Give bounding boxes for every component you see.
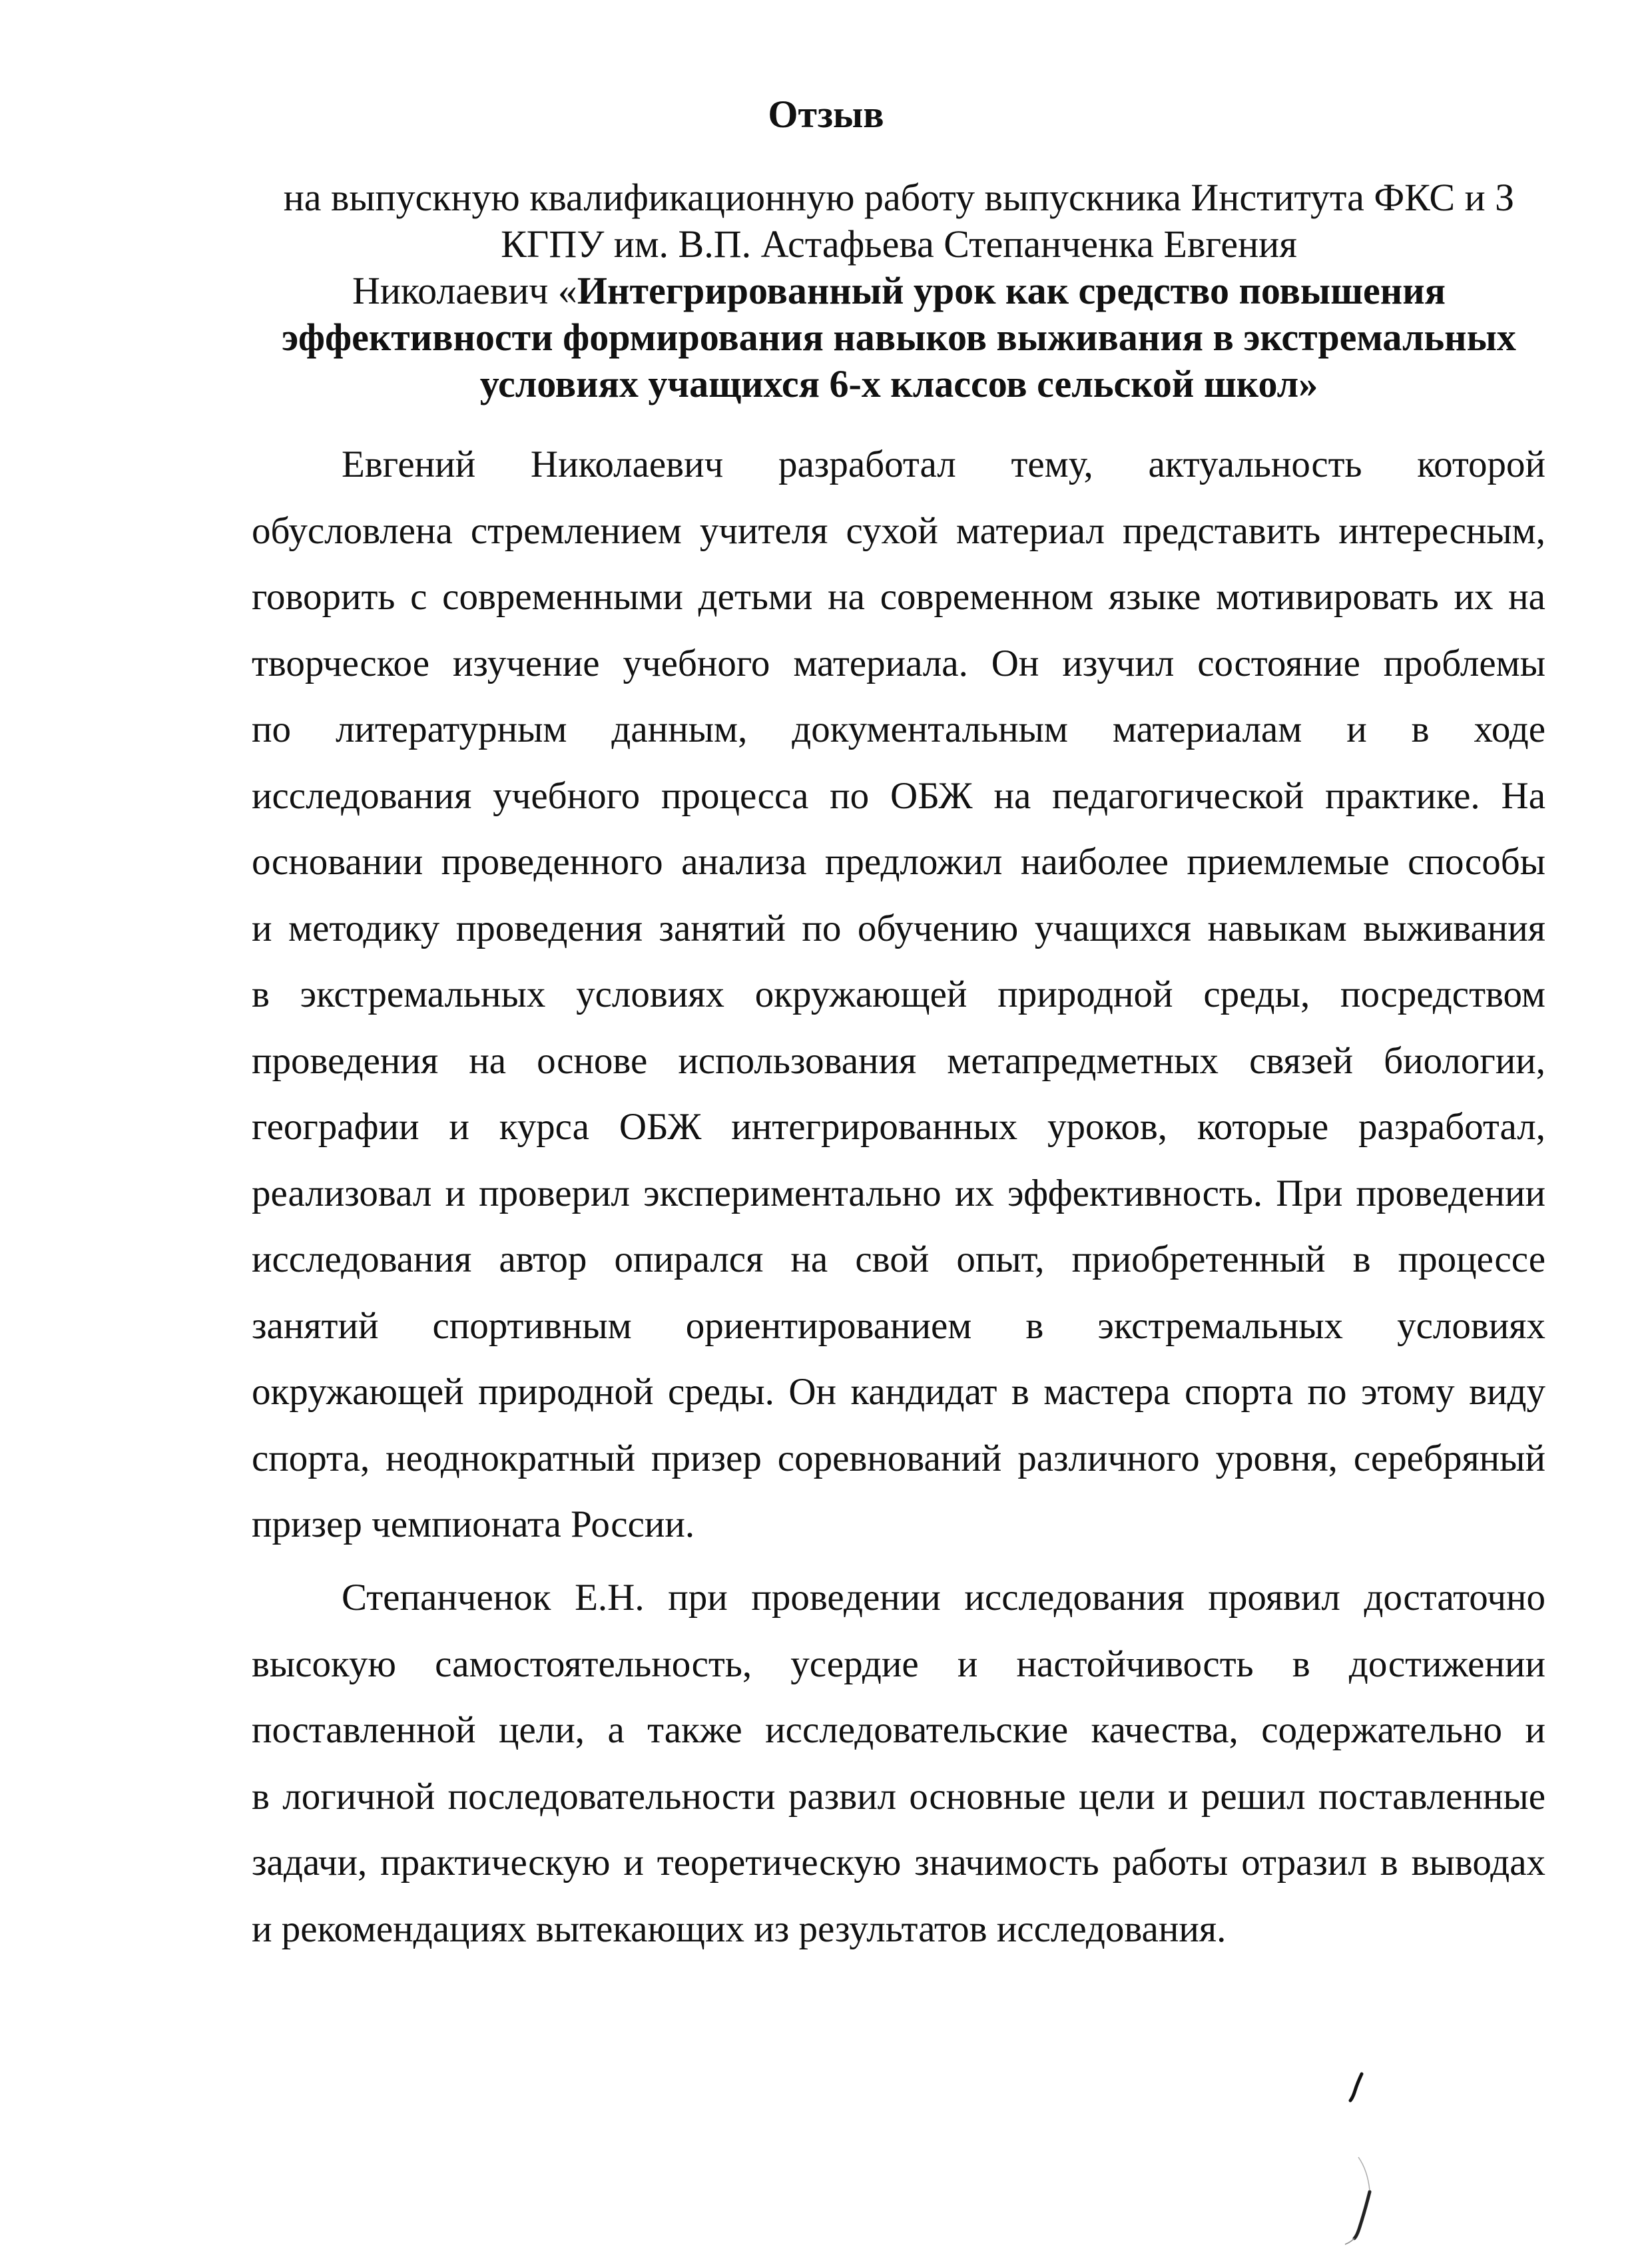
document-title: Отзыв (768, 93, 884, 136)
document-heading (253, 174, 1545, 407)
text-line: исследования учебного процесса по ОБЖ на педагогической практике. На (252, 774, 1545, 817)
signature-mark (1298, 1997, 1432, 2261)
text-line: поставленной цели, а также исследовательские качества, содержательно и (252, 1709, 1545, 1751)
text-line: исследования автор опирался на свой опыт, приобретенный в процессе (252, 1238, 1545, 1280)
text-line: высокую самостоятельность, усердие и настойчивость в достижении (252, 1642, 1545, 1685)
text-line: в логичной последовательности развил основные цели и решил поставленные (252, 1775, 1545, 1818)
text-line: и рекомендациях вытекающих из результатов исследования. (252, 1907, 1227, 1950)
text-line: основании проведенного анализа предложил наиболее приемлемые способы (252, 841, 1545, 883)
heading-line: КГПУ им. В.П. Астафьева Степанченка Евгения (501, 222, 1297, 266)
heading-line: на выпускную квалификационную работу выпускника Института ФКС и З (283, 176, 1515, 219)
text-line: реализовал и проверил экспериментально их эффективность. При проведении (252, 1172, 1545, 1214)
text-line: по литературным данным, документальным материалам и в ходе (252, 708, 1545, 750)
text-line: занятий спортивным ориентированием в экстремальных условиях (252, 1304, 1545, 1347)
thesis-title: эффективности формирования навыков выживания в экстремальных (282, 316, 1516, 359)
paragraph-1 (252, 431, 1545, 1558)
heading-line (253, 268, 1545, 314)
text-line: говорить с современными детьми на современном языке мотивировать их на (252, 576, 1545, 618)
paragraph-2 (252, 1565, 1545, 1962)
text-line: окружающей природной среды. Он кандидат в мастера спорта по этому виду (252, 1371, 1545, 1413)
text-line: обусловлена стремлением учителя сухой материал представить интересным, (252, 509, 1545, 552)
text-line: в экстремальных условиях окружающей природной среды, посредством (252, 973, 1545, 1015)
thesis-title: условиях учащихся 6-х классов сельской школ» (479, 362, 1318, 405)
text-line: и методику проведения занятий по обучению учащихся навыкам выживания (252, 907, 1545, 949)
text-line: проведения на основе использования метапредметных связей биологии, (252, 1039, 1545, 1082)
text-line: задачи, практическую и теоретическую значимость работы отразил в выводах (252, 1842, 1545, 1884)
text-line: географии и курса ОБЖ интегрированных уроков, которые разработал, (252, 1106, 1545, 1148)
text-line: Евгений Николаевич разработал тему, актуальность которой (342, 443, 1545, 485)
text-line: призер чемпионата России. (252, 1503, 695, 1545)
text-line: Степанченок Е.Н. при проведении исследования проявил достаточно (342, 1577, 1545, 1619)
heading-author-patronymic: Николаевич « (352, 269, 577, 312)
thesis-title: Интегрированный урок как средство повышения (577, 269, 1446, 312)
text-line: спорта, неоднократный призер соревнований различного уровня, серебряный (252, 1437, 1545, 1479)
text-line: творческое изучение учебного материала. Он изучил состояние проблемы (252, 642, 1545, 684)
